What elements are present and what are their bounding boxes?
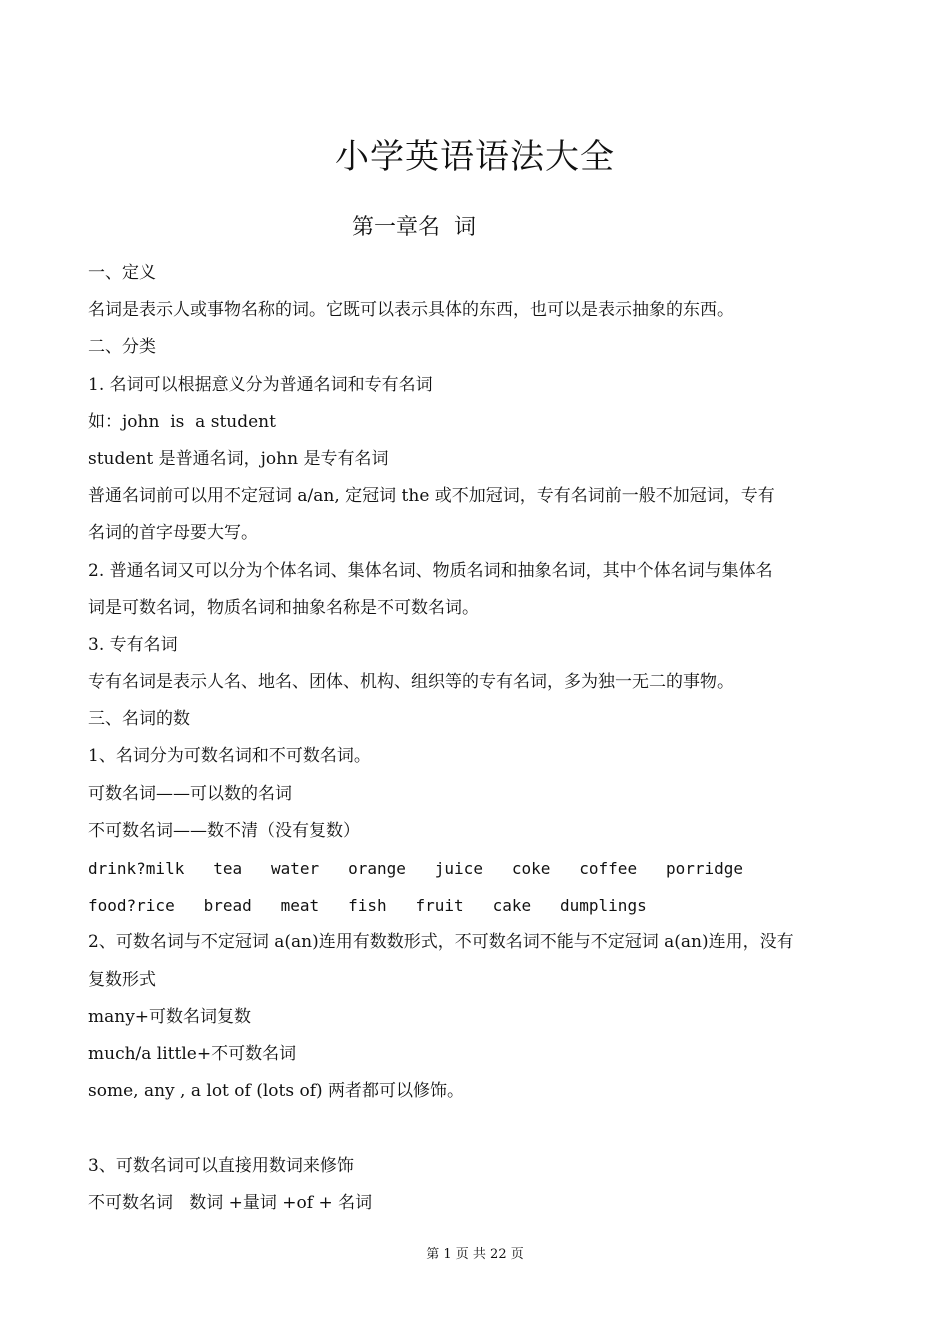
section-heading: 二、分类 xyxy=(88,337,156,358)
blank-line xyxy=(88,1110,878,1147)
paragraph-line: 2、可数名词与不定冠词 a(an)连用有数数形式，不可数名词不能与不定冠词 a(an)连用，没有 xyxy=(88,932,794,953)
paragraph-line: 如：john is a student xyxy=(88,411,276,432)
example-line: drink?milk tea water orange juice coke coffee porridge xyxy=(88,859,744,878)
paragraph-line: 词是可数名词，物质名词和抽象名称是不可数名词。 xyxy=(88,597,479,618)
section-heading: 一、定义 xyxy=(88,263,156,283)
paragraph-line: many+可数名词复数 xyxy=(88,1006,252,1027)
body-text xyxy=(88,255,878,1222)
page-footer: 第 1 页 共 22 页 xyxy=(426,1247,524,1262)
paragraph-line: 专有名词是表示人名、地名、团体、机构、组织等的专有名词，多为独一无二的事物。 xyxy=(88,672,734,693)
paragraph-line: 普通名词前可以用不定冠词 a/an, 定冠词 the 或不加冠词，专有名词前一般不加冠词，专有 xyxy=(88,486,775,507)
paragraph-line: 名词的首字母要大写。 xyxy=(88,523,258,544)
document-title: 小学英语语法大全 xyxy=(335,137,615,177)
paragraph-line: 1. 名词可以根据意义分为普通名词和专有名词 xyxy=(88,374,433,395)
paragraph-line: 复数形式 xyxy=(88,969,156,990)
paragraph-line: 3. 专有名词 xyxy=(88,634,178,655)
section-heading: 三、名词的数 xyxy=(88,709,190,730)
paragraph-line: 3、可数名词可以直接用数词来修饰 xyxy=(88,1155,354,1176)
chapter-heading: 第一章名 词 xyxy=(352,215,476,240)
paragraph-line: student 是普通名词，john 是专有名词 xyxy=(88,448,389,469)
paragraph-line: 1、名词分为可数名词和不可数名词。 xyxy=(88,746,371,767)
paragraph-line: 名词是表示人或事物名称的词。它既可以表示具体的东西，也可以是表示抽象的东西。 xyxy=(88,300,734,321)
paragraph-line: much/a little+不可数名词 xyxy=(88,1043,297,1064)
paragraph-line: some, any , a lot of (lots of) 两者都可以修饰。 xyxy=(88,1081,465,1102)
paragraph-line: 2. 普通名词又可以分为个体名词、集体名词、物质名词和抽象名词，其中个体名词与集体名 xyxy=(88,560,773,581)
paragraph-line: 不可数名词——数不清（没有复数） xyxy=(88,820,360,841)
paragraph-line: 不可数名词 数词 +量词 +of + 名词 xyxy=(88,1192,373,1213)
example-line: food?rice bread meat fish fruit cake dumplings xyxy=(88,896,647,916)
paragraph-line: 可数名词——可以数的名词 xyxy=(88,783,292,804)
